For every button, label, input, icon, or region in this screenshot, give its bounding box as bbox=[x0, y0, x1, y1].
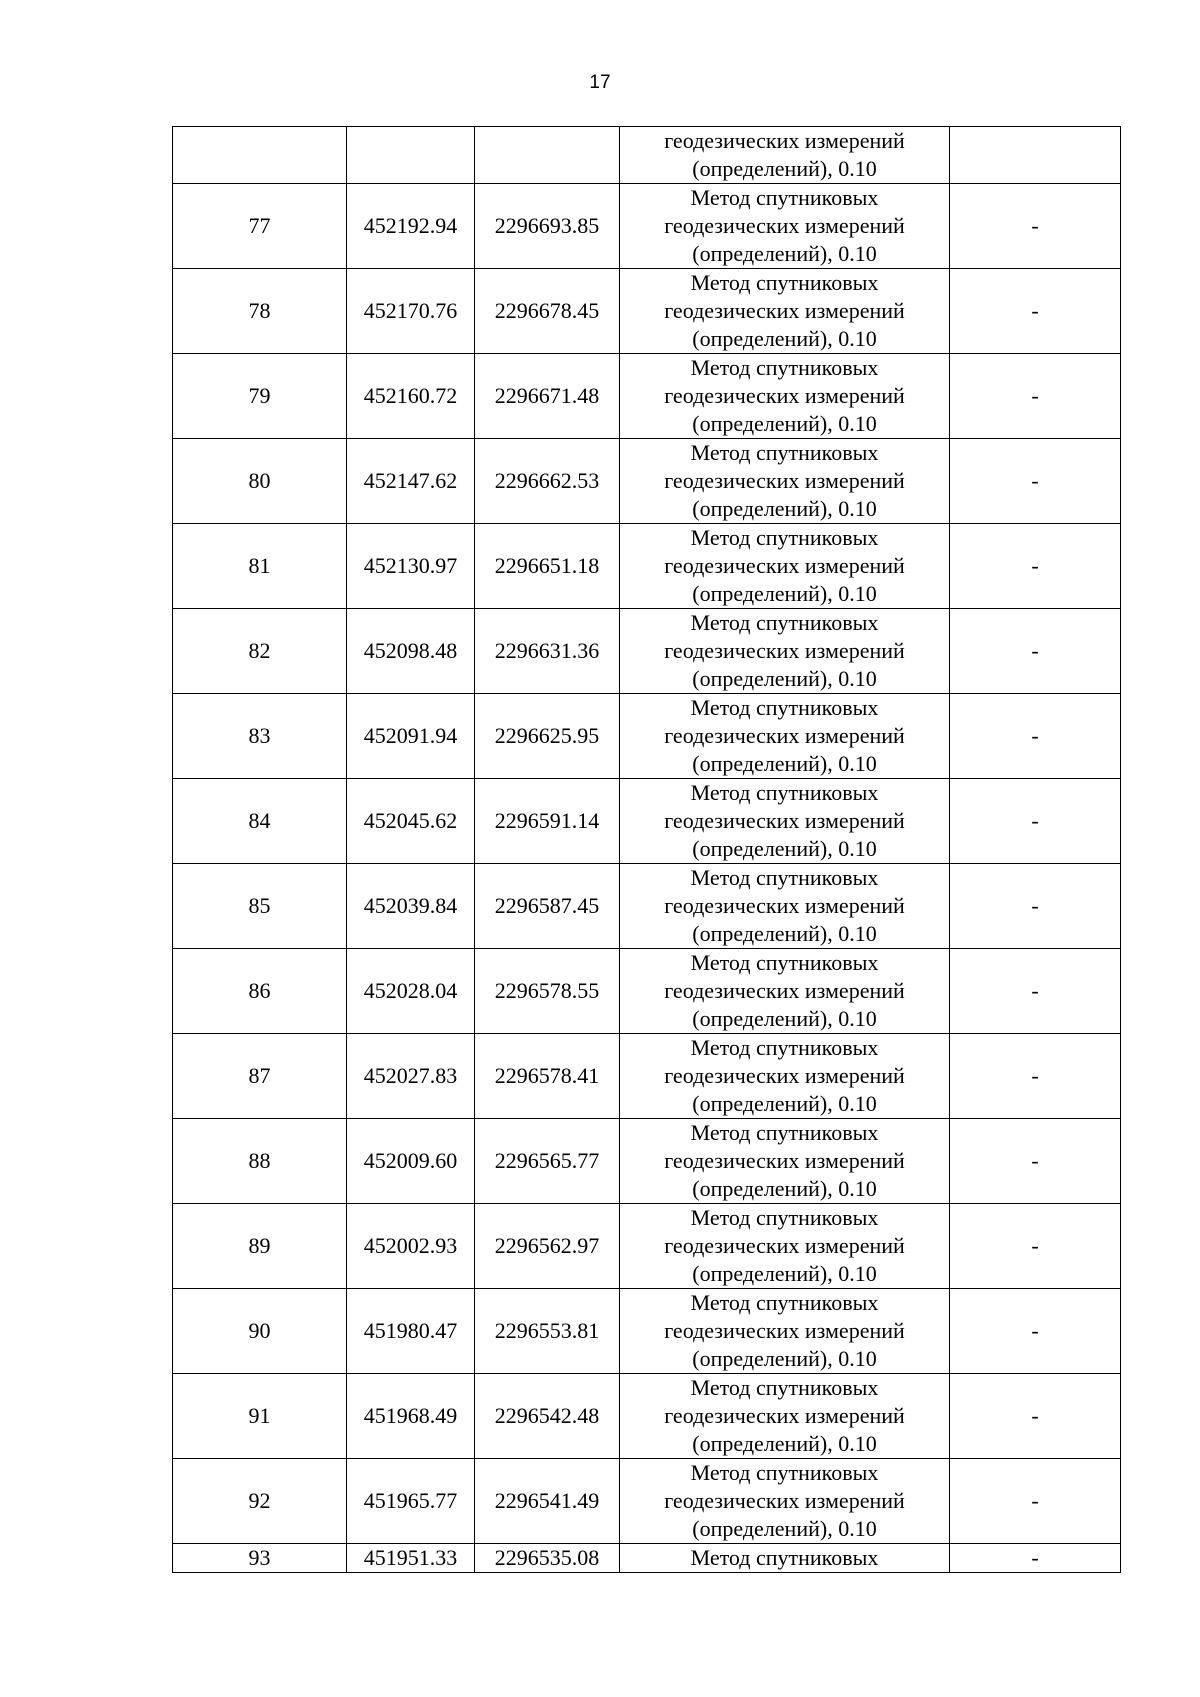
point-number-cell: 85 bbox=[173, 864, 347, 949]
y-coordinate-cell: 2296535.08 bbox=[475, 1544, 620, 1573]
y-coordinate-cell bbox=[475, 127, 620, 184]
point-number-cell bbox=[173, 127, 347, 184]
method-line: (определений), 0.10 bbox=[692, 156, 877, 181]
method-cell bbox=[620, 354, 950, 439]
method-line: геодезических измерений bbox=[664, 893, 905, 918]
method-line: геодезических измерений bbox=[664, 1488, 905, 1513]
method-line: Метод спутниковых bbox=[690, 440, 879, 465]
point-number-cell: 77 bbox=[173, 184, 347, 269]
x-coordinate-cell: 452192.94 bbox=[347, 184, 475, 269]
x-coordinate-cell: 452009.60 bbox=[347, 1119, 475, 1204]
coordinates-table-body bbox=[173, 127, 1121, 1573]
x-coordinate-cell: 452170.76 bbox=[347, 269, 475, 354]
method-cell bbox=[620, 609, 950, 694]
method-line: Метод спутниковых bbox=[690, 1120, 879, 1145]
y-coordinate-cell: 2296693.85 bbox=[475, 184, 620, 269]
point-number-cell: 83 bbox=[173, 694, 347, 779]
y-coordinate-cell: 2296625.95 bbox=[475, 694, 620, 779]
x-coordinate-cell: 452098.48 bbox=[347, 609, 475, 694]
table-row bbox=[173, 694, 1121, 779]
point-number-cell: 84 bbox=[173, 779, 347, 864]
method-line: Метод спутниковых bbox=[690, 1460, 879, 1485]
x-coordinate-cell: 451965.77 bbox=[347, 1459, 475, 1544]
method-line: Метод спутниковых bbox=[690, 355, 879, 380]
method-line: Метод спутниковых bbox=[690, 1290, 879, 1315]
point-number-cell: 91 bbox=[173, 1374, 347, 1459]
coordinates-table bbox=[172, 126, 1121, 1573]
point-number-cell: 81 bbox=[173, 524, 347, 609]
y-coordinate-cell: 2296541.49 bbox=[475, 1459, 620, 1544]
x-coordinate-cell: 452028.04 bbox=[347, 949, 475, 1034]
method-line: (определений), 0.10 bbox=[692, 1006, 877, 1031]
x-coordinate-cell: 452130.97 bbox=[347, 524, 475, 609]
y-coordinate-cell: 2296578.55 bbox=[475, 949, 620, 1034]
method-line: геодезических измерений bbox=[664, 1233, 905, 1258]
method-line: (определений), 0.10 bbox=[692, 1431, 877, 1456]
method-line: Метод спутниковых bbox=[690, 1545, 879, 1570]
table-row bbox=[173, 439, 1121, 524]
y-coordinate-cell: 2296671.48 bbox=[475, 354, 620, 439]
method-line: Метод спутниковых bbox=[690, 185, 879, 210]
method-line: (определений), 0.10 bbox=[692, 836, 877, 861]
method-line: геодезических измерений bbox=[664, 808, 905, 833]
method-cell bbox=[620, 1204, 950, 1289]
description-cell: - bbox=[950, 524, 1121, 609]
point-number-cell: 90 bbox=[173, 1289, 347, 1374]
x-coordinate-cell: 452045.62 bbox=[347, 779, 475, 864]
table-row bbox=[173, 1034, 1121, 1119]
method-cell bbox=[620, 1544, 950, 1573]
x-coordinate-cell: 452160.72 bbox=[347, 354, 475, 439]
table-row bbox=[173, 1204, 1121, 1289]
y-coordinate-cell: 2296578.41 bbox=[475, 1034, 620, 1119]
method-line: Метод спутниковых bbox=[690, 1205, 879, 1230]
method-line: геодезических измерений bbox=[664, 468, 905, 493]
table-row bbox=[173, 1544, 1121, 1573]
y-coordinate-cell: 2296587.45 bbox=[475, 864, 620, 949]
description-cell: - bbox=[950, 1459, 1121, 1544]
table-row bbox=[173, 524, 1121, 609]
point-number-cell: 88 bbox=[173, 1119, 347, 1204]
x-coordinate-cell: 452147.62 bbox=[347, 439, 475, 524]
y-coordinate-cell: 2296553.81 bbox=[475, 1289, 620, 1374]
method-line: Метод спутниковых bbox=[690, 270, 879, 295]
method-cell bbox=[620, 864, 950, 949]
method-line: (определений), 0.10 bbox=[692, 496, 877, 521]
method-line: (определений), 0.10 bbox=[692, 581, 877, 606]
table-row bbox=[173, 1459, 1121, 1544]
point-number-cell: 87 bbox=[173, 1034, 347, 1119]
y-coordinate-cell: 2296591.14 bbox=[475, 779, 620, 864]
method-line: геодезических измерений bbox=[664, 1318, 905, 1343]
method-line: Метод спутниковых bbox=[690, 525, 879, 550]
point-number-cell: 93 bbox=[173, 1544, 347, 1573]
method-line: геодезических измерений bbox=[664, 383, 905, 408]
method-line: (определений), 0.10 bbox=[692, 666, 877, 691]
point-number-cell: 79 bbox=[173, 354, 347, 439]
point-number-cell: 89 bbox=[173, 1204, 347, 1289]
point-number-cell: 86 bbox=[173, 949, 347, 1034]
method-line: Метод спутниковых bbox=[690, 610, 879, 635]
method-line: Метод спутниковых bbox=[690, 780, 879, 805]
method-cell bbox=[620, 269, 950, 354]
table-row-continued bbox=[173, 127, 1121, 184]
point-number-cell: 82 bbox=[173, 609, 347, 694]
method-line: Метод спутниковых bbox=[690, 950, 879, 975]
method-cell bbox=[620, 949, 950, 1034]
x-coordinate-cell: 452002.93 bbox=[347, 1204, 475, 1289]
table-row bbox=[173, 354, 1121, 439]
description-cell: - bbox=[950, 1034, 1121, 1119]
method-cell bbox=[620, 184, 950, 269]
description-cell: - bbox=[950, 184, 1121, 269]
method-line: Метод спутниковых bbox=[690, 1035, 879, 1060]
table-row bbox=[173, 184, 1121, 269]
table-row bbox=[173, 269, 1121, 354]
description-cell: - bbox=[950, 1289, 1121, 1374]
point-number-cell: 78 bbox=[173, 269, 347, 354]
description-cell bbox=[950, 127, 1121, 184]
description-cell: - bbox=[950, 269, 1121, 354]
description-cell: - bbox=[950, 1204, 1121, 1289]
method-line: геодезических измерений bbox=[664, 553, 905, 578]
method-line: геодезических измерений bbox=[664, 1148, 905, 1173]
y-coordinate-cell: 2296662.53 bbox=[475, 439, 620, 524]
table-row bbox=[173, 949, 1121, 1034]
table-row bbox=[173, 1289, 1121, 1374]
description-cell: - bbox=[950, 1119, 1121, 1204]
method-line: геодезических измерений bbox=[664, 723, 905, 748]
method-line: геодезических измерений bbox=[664, 978, 905, 1003]
method-cell bbox=[620, 694, 950, 779]
method-line: (определений), 0.10 bbox=[692, 326, 877, 351]
method-line: (определений), 0.10 bbox=[692, 1516, 877, 1541]
method-line: геодезических измерений bbox=[664, 1063, 905, 1088]
y-coordinate-cell: 2296678.45 bbox=[475, 269, 620, 354]
description-cell: - bbox=[950, 609, 1121, 694]
method-line: (определений), 0.10 bbox=[692, 1176, 877, 1201]
method-line: (определений), 0.10 bbox=[692, 1346, 877, 1371]
description-cell: - bbox=[950, 354, 1121, 439]
description-cell: - bbox=[950, 1544, 1121, 1573]
point-number-cell: 80 bbox=[173, 439, 347, 524]
method-line: (определений), 0.10 bbox=[692, 751, 877, 776]
y-coordinate-cell: 2296565.77 bbox=[475, 1119, 620, 1204]
y-coordinate-cell: 2296562.97 bbox=[475, 1204, 620, 1289]
y-coordinate-cell: 2296631.36 bbox=[475, 609, 620, 694]
method-cell bbox=[620, 524, 950, 609]
table-row bbox=[173, 779, 1121, 864]
method-line: Метод спутниковых bbox=[690, 1375, 879, 1400]
description-cell: - bbox=[950, 949, 1121, 1034]
method-line: геодезических измерений bbox=[664, 213, 905, 238]
method-line: геодезических измерений bbox=[664, 638, 905, 663]
method-line: (определений), 0.10 bbox=[692, 921, 877, 946]
page-number: 17 bbox=[589, 72, 611, 93]
x-coordinate-cell: 451980.47 bbox=[347, 1289, 475, 1374]
method-cell bbox=[620, 1034, 950, 1119]
method-line: (определений), 0.10 bbox=[692, 1261, 877, 1286]
method-cell bbox=[620, 439, 950, 524]
description-cell: - bbox=[950, 779, 1121, 864]
x-coordinate-cell bbox=[347, 127, 475, 184]
description-cell: - bbox=[950, 694, 1121, 779]
table-row bbox=[173, 1374, 1121, 1459]
x-coordinate-cell: 452039.84 bbox=[347, 864, 475, 949]
method-cell bbox=[620, 779, 950, 864]
x-coordinate-cell: 451968.49 bbox=[347, 1374, 475, 1459]
method-line: (определений), 0.10 bbox=[692, 411, 877, 436]
y-coordinate-cell: 2296542.48 bbox=[475, 1374, 620, 1459]
method-cell bbox=[620, 1459, 950, 1544]
point-number-cell: 92 bbox=[173, 1459, 347, 1544]
method-line: Метод спутниковых bbox=[690, 695, 879, 720]
method-cell bbox=[620, 1374, 950, 1459]
method-line: геодезических измерений bbox=[664, 128, 905, 153]
method-line: геодезических измерений bbox=[664, 298, 905, 323]
method-cell bbox=[620, 1289, 950, 1374]
method-line: Метод спутниковых bbox=[690, 865, 879, 890]
y-coordinate-cell: 2296651.18 bbox=[475, 524, 620, 609]
description-cell: - bbox=[950, 864, 1121, 949]
x-coordinate-cell: 451951.33 bbox=[347, 1544, 475, 1573]
x-coordinate-cell: 452091.94 bbox=[347, 694, 475, 779]
method-cell bbox=[620, 127, 950, 184]
description-cell: - bbox=[950, 439, 1121, 524]
table-row bbox=[173, 864, 1121, 949]
method-line: (определений), 0.10 bbox=[692, 241, 877, 266]
method-line: (определений), 0.10 bbox=[692, 1091, 877, 1116]
table-row bbox=[173, 1119, 1121, 1204]
table-row bbox=[173, 609, 1121, 694]
x-coordinate-cell: 452027.83 bbox=[347, 1034, 475, 1119]
method-cell bbox=[620, 1119, 950, 1204]
description-cell: - bbox=[950, 1374, 1121, 1459]
method-line: геодезических измерений bbox=[664, 1403, 905, 1428]
